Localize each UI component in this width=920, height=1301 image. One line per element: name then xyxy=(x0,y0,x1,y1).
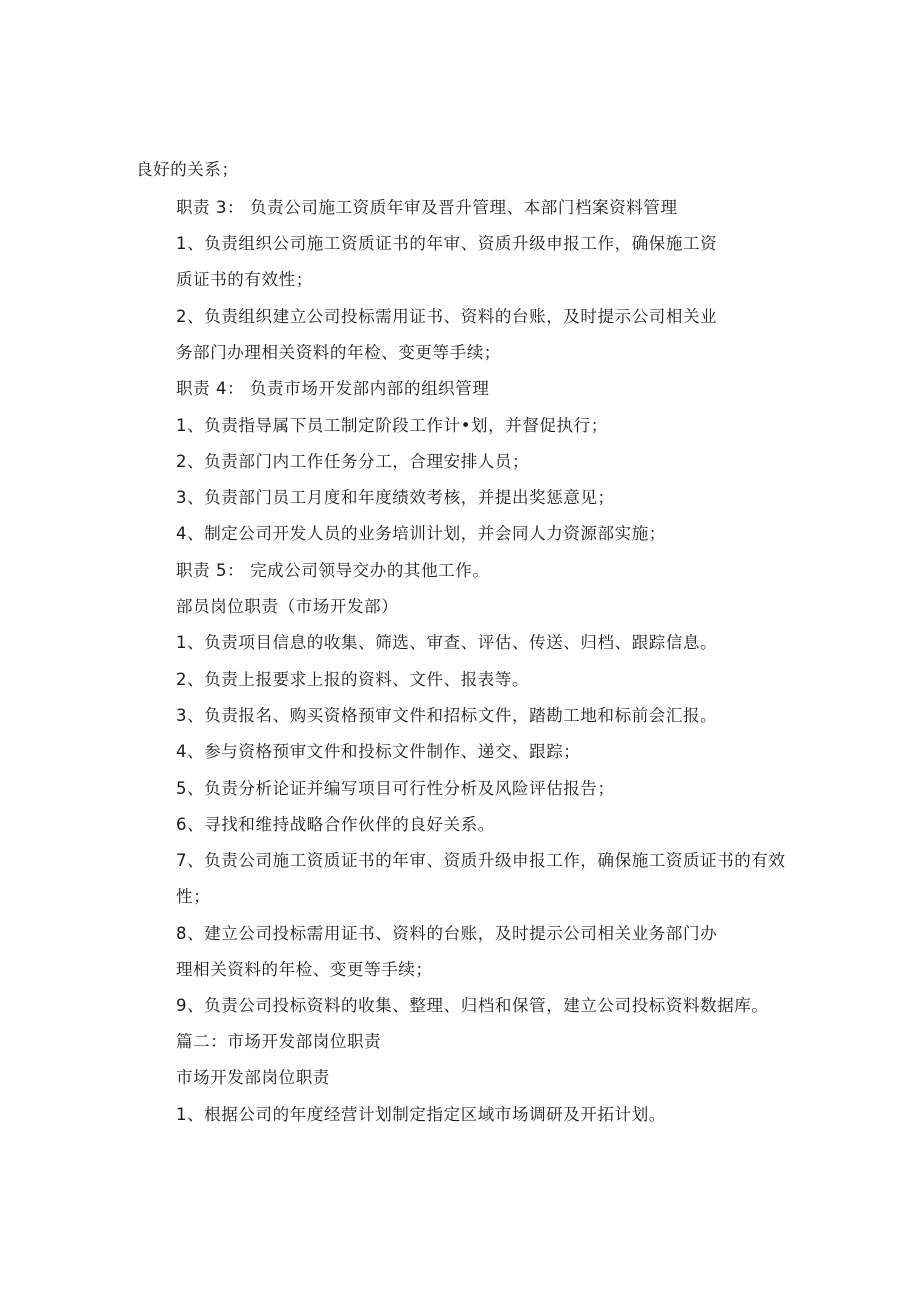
text-line: 务部门办理相关资料的年检、变更等手续； xyxy=(176,343,501,362)
text-line: 5、负责分析论证并编写项目可行性分析及风险评估报告； xyxy=(176,779,615,798)
text-line: 1、根据公司的年度经营计划制定指定区域市场调研及开拓计划。 xyxy=(176,1105,666,1124)
text-line: 1、负责指导属下员工制定阶段工作计•划，并督促执行； xyxy=(176,416,608,435)
text-line: 6、寻找和维持战略合作伙伴的良好关系。 xyxy=(176,815,495,834)
text-line: 4、制定公司开发人员的业务培训计划，并会同人力资源部实施； xyxy=(176,524,666,543)
text-line: 7、负责公司施工资质证书的年审、资质升级申报工作，确保施工资质证书的有效 xyxy=(176,851,786,870)
text-line: 3、负责报名、购买资格预审文件和招标文件，踏勘工地和标前会汇报。 xyxy=(176,706,718,725)
section-heading: 职责 4： 负责市场开发部内部的组织管理 xyxy=(176,379,490,398)
text-line: 质证书的有效性； xyxy=(176,270,313,289)
section-heading: 职责 3： 负责公司施工资质年审及晋升管理、本部门档案资料管理 xyxy=(176,198,678,217)
text-line: 良好的关系； xyxy=(136,160,239,179)
section-heading: 篇二：市场开发部岗位职责 xyxy=(176,1032,382,1051)
text-line: 1、负责组织公司施工资质证书的年审、资质升级申报工作，确保施工资 xyxy=(176,234,718,253)
text-line: 8、建立公司投标需用证书、资料的台账，及时提示公司相关业务部门办 xyxy=(176,924,718,943)
section-heading: 市场开发部岗位职责 xyxy=(176,1068,330,1087)
text-line: 9、负责公司投标资料的收集、整理、归档和保管，建立公司投标资料数据库。 xyxy=(176,996,769,1015)
text-line: 4、参与资格预审文件和投标文件制作、递交、跟踪； xyxy=(176,742,581,761)
section-heading: 部员岗位职责（市场开发部） xyxy=(176,597,399,616)
text-line: 理相关资料的年检、变更等手续； xyxy=(176,960,433,979)
text-line: 2、负责部门内工作任务分工，合理安排人员； xyxy=(176,452,530,471)
section-heading: 职责 5： 完成公司领导交办的其他工作。 xyxy=(176,561,490,580)
text-line: 2、负责组织建立公司投标需用证书、资料的台账，及时提示公司相关业 xyxy=(176,307,718,326)
text-line: 1、负责项目信息的收集、筛选、审查、评估、传送、归档、跟踪信息。 xyxy=(176,633,718,652)
text-line: 2、负责上报要求上报的资料、文件、报表等。 xyxy=(176,670,530,689)
text-line: 3、负责部门员工月度和年度绩效考核，并提出奖惩意见； xyxy=(176,488,615,507)
text-line: 性； xyxy=(176,887,211,906)
